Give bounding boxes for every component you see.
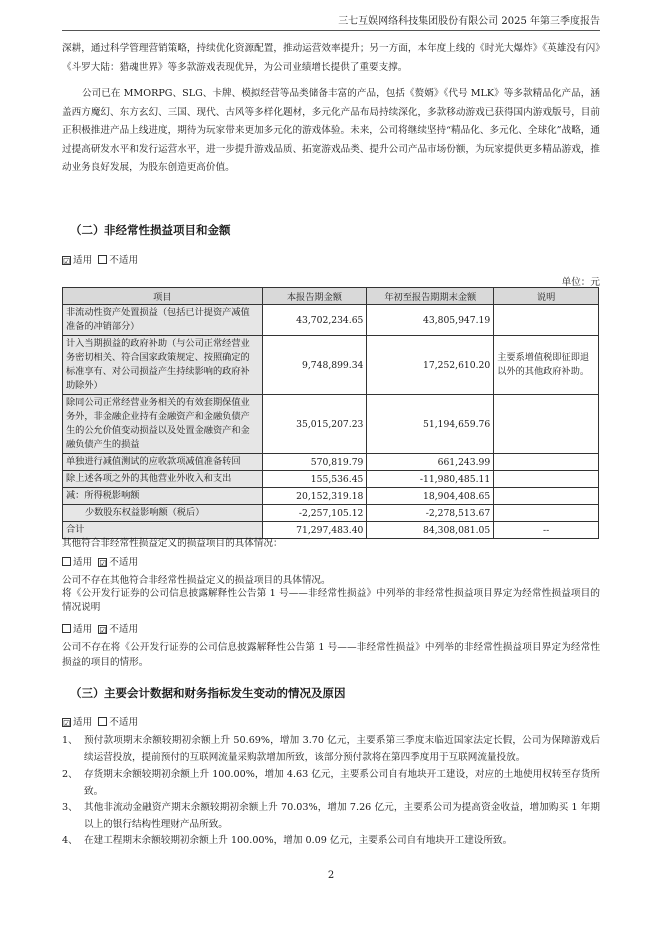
row-ytd: 661,243.99 xyxy=(367,454,494,471)
row-current: 155,536.45 xyxy=(262,471,367,488)
table-row xyxy=(63,305,599,336)
table-row xyxy=(63,454,599,471)
non-recurring-gains-table xyxy=(62,287,599,539)
section-2-heading xyxy=(70,222,231,238)
row-note xyxy=(494,305,599,336)
checkbox-not-applicable xyxy=(98,255,107,264)
list-item: 1、 预付款项期末余额较期初余额上升 50.69%，增加 3.70 亿元，主要系第三季度末临近国家法定长假，公司为保障游戏后续运营投放，提前预付的互联网流量采购款增加所致，该部分预付款将在第四季度用于互联网流量投放。 xyxy=(62,735,600,763)
other-definition-text: 其他符合非经常性损益定义的损益项目的具体情况： xyxy=(62,538,283,549)
row-current: 71,297,483.40 xyxy=(262,522,367,539)
header-ytd: 年初至报告期期末金额 xyxy=(367,288,494,305)
row-ytd: -2,278,513.67 xyxy=(367,505,494,522)
report-header: 三七互娱网络科技集团股份有限公司 2025 年第三季度报告 xyxy=(62,12,600,31)
section-3-number: （三） xyxy=(70,686,105,700)
row-ytd: -11,980,485.11 xyxy=(367,471,494,488)
intro-paragraph-2: 公司已在 MMORPG、SLG、卡牌、模拟经营等品类储备丰富的产品，包括《赘婿》《代号 MLK》等多款精品化产品，涵盖西方魔幻、东方玄幻、三国、现代、古风等多样化题材，多元化产品布局持续深化，多款移动游戏已获得国内游戏版号，目前正积极推进产品上线进度，期待为玩家带来更加多元化的游戏体验。未来，公司将继续坚持“精品化、多元化、全球化”战略，通过提高研发水平和发行运营水平，进一步提升游戏品质、拓宽游戏品类、提升公司产品市场份额，为玩家提供更多精品游戏，推动业务良好发展，为股东创造更高价值。 xyxy=(62,88,600,173)
row-ytd: 18,904,408.65 xyxy=(367,488,494,505)
intro-paragraph-1: 深耕，通过科学管理营销策略，持续优化资源配置，推动运营效率提升；另一方面，本年度上线的《时光大爆炸》《英雄没有闪》《斗罗大陆：猎魂世界》等多款游戏表现优异，为公司业绩增长提供了重要支撑。 xyxy=(62,43,600,73)
table-row xyxy=(63,395,599,454)
row-current: 43,702,234.65 xyxy=(262,305,367,336)
row-item: 少数股东权益影响额（税后） xyxy=(63,505,263,522)
section-2-number: （二） xyxy=(70,223,105,237)
no-reclassification-text: 公司不存在将《公开发行证券的公司信息披露解释性公告第 1 号——非经常性损益》中列举的非经常性损益项目界定为经常性损益的项目的情形。 xyxy=(62,642,600,668)
other-definition-applicability: 适用 ☑ 不适用 xyxy=(62,556,600,570)
table-row-total xyxy=(63,522,599,539)
section-3-applicability: ☑ 适用 不适用 xyxy=(63,717,139,728)
section-3-heading xyxy=(70,685,346,701)
row-note xyxy=(494,395,599,454)
header-note: 说明 xyxy=(494,288,599,305)
row-item: 除同公司正常经营业务相关的有效套期保值业务外，非金融企业持有金融资产和金融负债产生的公允价值变动损益以及处置金融资产和金融负债产生的损益 xyxy=(63,395,263,454)
row-note: -- xyxy=(494,522,599,539)
row-note xyxy=(494,488,599,505)
row-note xyxy=(494,454,599,471)
checkbox-not-applicable: ☑ xyxy=(99,559,107,568)
checkbox-applicable: ☑ xyxy=(63,719,71,728)
table-row xyxy=(63,336,599,395)
table-row xyxy=(63,488,599,505)
reclassification-text: 将《公开发行证券的公司信息披露解释性公告第 1 号——非经常性损益》中列举的非经常性损益项目界定为经常性损益项目的情况说明 xyxy=(62,588,600,613)
list-item: 3、 其他非流动金融资产期末余额较期初余额上升 70.03%，增加 7.26 亿元，主要系公司为提高资金收益，增加购买 1 年期以上的银行结构性理财产品所致。 xyxy=(62,802,600,830)
row-current: 570,819.79 xyxy=(262,454,367,471)
row-ytd: 17,252,610.20 xyxy=(367,336,494,395)
section-2-applicability: ☑ 适用 不适用 xyxy=(63,255,139,266)
row-item: 除上述各项之外的其他营业外收入和支出 xyxy=(63,471,263,488)
list-item: 2、 存货期末余额较期初余额上升 100.00%，增加 4.63 亿元，主要系公司自有地块开工建设，对应的土地使用权转至存货所致。 xyxy=(62,769,600,797)
checkbox-applicable xyxy=(62,624,71,633)
no-other-items-text: 公司不存在其他符合非经常性损益定义的损益项目的具体情况。 xyxy=(62,575,331,586)
row-item: 计入当期损益的政府补助（与公司正常经营业务密切相关、符合国家政策规定、按照确定的标准享有、对公司损益产生持续影响的政府补助除外） xyxy=(63,336,263,395)
checkbox-not-applicable: ☑ xyxy=(99,626,107,635)
header-item: 项目 xyxy=(63,288,263,305)
section-2-title: 非经常性损益项目和金额 xyxy=(104,223,231,237)
table-row xyxy=(63,505,599,522)
row-item: 非流动性资产处置损益（包括已计提资产减值准备的冲销部分） xyxy=(63,305,263,336)
row-current: 35,015,207.23 xyxy=(262,395,367,454)
unit-label: 单位：元 xyxy=(561,277,600,288)
row-current: 9,748,899.34 xyxy=(262,336,367,395)
row-item: 单独进行减值测试的应收款项减值准备转回 xyxy=(63,454,263,471)
row-item: 减：所得税影响额 xyxy=(63,488,263,505)
page-number: 2 xyxy=(327,870,335,881)
table-row xyxy=(63,471,599,488)
reclassification-applicability: 适用 ☑ 不适用 xyxy=(62,623,600,637)
row-note: 主要系增值税即征即退以外的其他政府补助。 xyxy=(494,336,599,395)
list-item: 4、 在建工程期末余额较期初余额上升 100.00%，增加 0.09 亿元，主要系公司自有地块开工建设所致。 xyxy=(62,835,513,846)
checkbox-applicable: ☑ xyxy=(63,257,71,266)
section-3-title: 主要会计数据和财务指标发生变动的情况及原因 xyxy=(104,686,346,700)
table-header-row xyxy=(63,288,599,305)
header-current: 本报告期金额 xyxy=(262,288,367,305)
checkbox-applicable xyxy=(62,557,71,566)
row-note xyxy=(494,471,599,488)
row-note xyxy=(494,505,599,522)
row-item: 合计 xyxy=(63,522,263,539)
checkbox-not-applicable xyxy=(98,717,107,726)
row-ytd: 51,194,659.76 xyxy=(367,395,494,454)
row-ytd: 43,805,947.19 xyxy=(367,305,494,336)
row-ytd: 84,308,081.05 xyxy=(367,522,494,539)
row-current: 20,152,319.18 xyxy=(262,488,367,505)
row-current: -2,257,105.12 xyxy=(262,505,367,522)
